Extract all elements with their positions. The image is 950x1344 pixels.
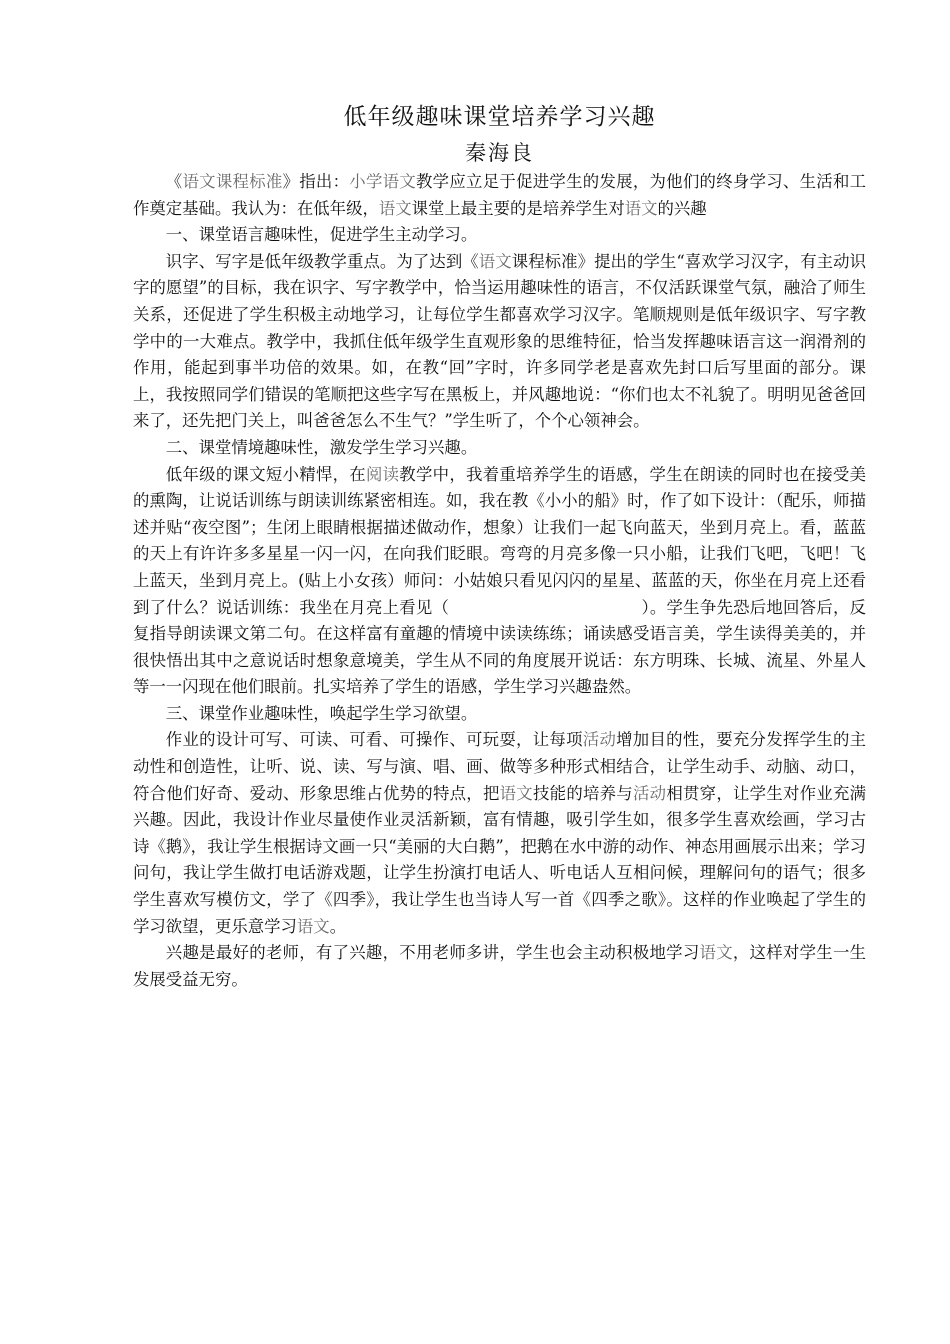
text-run: 课程标准》提出的学生“喜欢学习汉字，有主动识字的愿望”的目标，我在识字、写字教学中，恰当运用趣味性的语言，不仅活跃课堂气氛，融洽了师生关系，还促进了学生积极主动地学习，让每位学生都喜欢学习汉字。笔顺规则是低年级识字、写字教学中的一大难点。教学中，我抓住低年级学生直观形象的思维特征，恰当发挥趣味语言这一润滑剂的作用，能起到事半功倍的效果。如，在教“回”字时，许多同学老是喜欢先封口后写里面的部分。课上，我按照同学们错误的笔顺把这些字写在黑板上，并风趣地说：“你们也太不礼貌了。明明见爸爸回来了，还先把门关上，叫爸爸怎么不生气？”学生听了，个个心领神会。 (133, 251, 867, 431)
text-run: 识字、写字是低年级教学重点。为了达到《 (165, 251, 479, 271)
text-run: 增加目的性，要充分发挥学生的主动性和创造性，让听、说、读、写与演、唱、画、做等多种形式相结合，让学生动手、动脑、动口，符合他们好奇、爱动、形象思维占优势的特点，把 (133, 730, 867, 803)
keyword-link[interactable]: 语文 (296, 916, 330, 936)
conclusion-paragraph (133, 940, 866, 993)
text-run: 低年级的课文短小精悍，在 (165, 464, 366, 484)
text-run: 。 (329, 916, 347, 936)
text-run: 课堂上最主要的是培养学生对 (411, 198, 625, 218)
section-1-paragraph (133, 249, 866, 435)
text-run: 的兴趣 (657, 198, 707, 218)
text-run: ，这样对学生一生发展受益无穷。 (133, 943, 867, 989)
text-run: 技能的培养与 (532, 783, 633, 803)
text-run: 作业的设计可写、可读、可看、可操作、可玩耍，让每项 (165, 730, 583, 750)
text-run: 教学中，我着重培养学生的语感，学生在朗读的同时也在接受美的熏陶，让说话训练与朗读训练紧密相连。如，我在教《小小的船》时，作了如下设计：（配乐，师描述并贴“夜空图”；生闭上眼睛根据描述做动作，想象）让我们一起飞向蓝天，坐到月亮上。看，蓝蓝的天上有许许多多星星一闪一闪，在向我们眨眼。弯弯的月亮多像一只小船，让我们飞吧，飞吧！飞上蓝天，坐到月亮上。(贴上小女孩）师问：小姑娘只看见闪闪的星星、蓝蓝的天，你坐在月亮上还看到了什么？说话训练：我坐在月亮上看见（ (133, 464, 867, 617)
section-heading-3: 三、课堂作业趣味性，唤起学生学习欲望。 (165, 703, 478, 723)
section-2-paragraph (133, 462, 866, 701)
text-run: 》指出： (282, 172, 350, 191)
text-run: 《 (165, 172, 183, 191)
keyword-link[interactable]: 语文 (378, 198, 412, 218)
keyword-link[interactable]: 活动 (582, 730, 617, 750)
keyword-link[interactable]: 小学语文 (349, 172, 416, 191)
intro-paragraph (133, 169, 866, 222)
section-heading-1: 一、课堂语言趣味性，促进学生主动学习。 (165, 225, 478, 245)
section-3-paragraph (133, 727, 866, 940)
keyword-link[interactable]: 阅读 (365, 464, 400, 484)
text-run: 兴趣是最好的老师，有了兴趣，不用老师多讲，学生也会主动积极地学习 (165, 943, 700, 963)
keyword-link[interactable]: 活动 (632, 783, 667, 803)
keyword-link[interactable]: 语文课程标准 (182, 172, 283, 191)
section-heading-2: 二、课堂情境趣味性，激发学生学习兴趣。 (165, 437, 478, 457)
text-run: 相贯穿，让学生对作业充满兴趣。因此，我设计作业尽量使作业灵活新颖，富有情趣，吸引学生如，很多学生喜欢绘画，学习古诗《鹅》，我让学生根据诗文画一只“美丽的大白鹅”，把鹅在水中游的动作、神态用画展示出来；学习问句，我让学生做打电话游戏题，让学生扮演打电话人、听电话人互相问候，理解问句的语气；很多学生喜欢写模仿文，学了《四季》，我让学生也当诗人写一首《四季之歌》。这样的作业唤起了学生的学习欲望，更乐意学习 (133, 783, 867, 936)
document-body (133, 169, 866, 993)
text-run: ）。学生争先恐后地回答后，反复指导朗读课文第二句。在这样富有童趣的情境中读读练练；诵读感受语言美，学生读得美美的，并很快悟出其中之意说话时想象意境美，学生从不同的角度展开说话：东方明珠、长城、流星、外星人等一一闪现在他们眼前。扎实培养了学生的语感，学生学习兴趣盎然。 (133, 597, 866, 697)
keyword-link[interactable]: 语文 (624, 198, 658, 218)
document-author: 秦海良 (465, 141, 534, 165)
document-title: 低年级趣味课堂培养学习兴趣 (343, 104, 656, 130)
text-run: 教学应立足于促进学生的发展，为他们的终身学习、生活和工作奠定基础。我认为：在低年级， (133, 172, 867, 218)
keyword-link[interactable]: 语文 (499, 783, 533, 803)
keyword-link[interactable]: 语文 (699, 943, 733, 963)
keyword-link[interactable]: 语文 (478, 251, 512, 271)
document-page (133, 100, 866, 993)
